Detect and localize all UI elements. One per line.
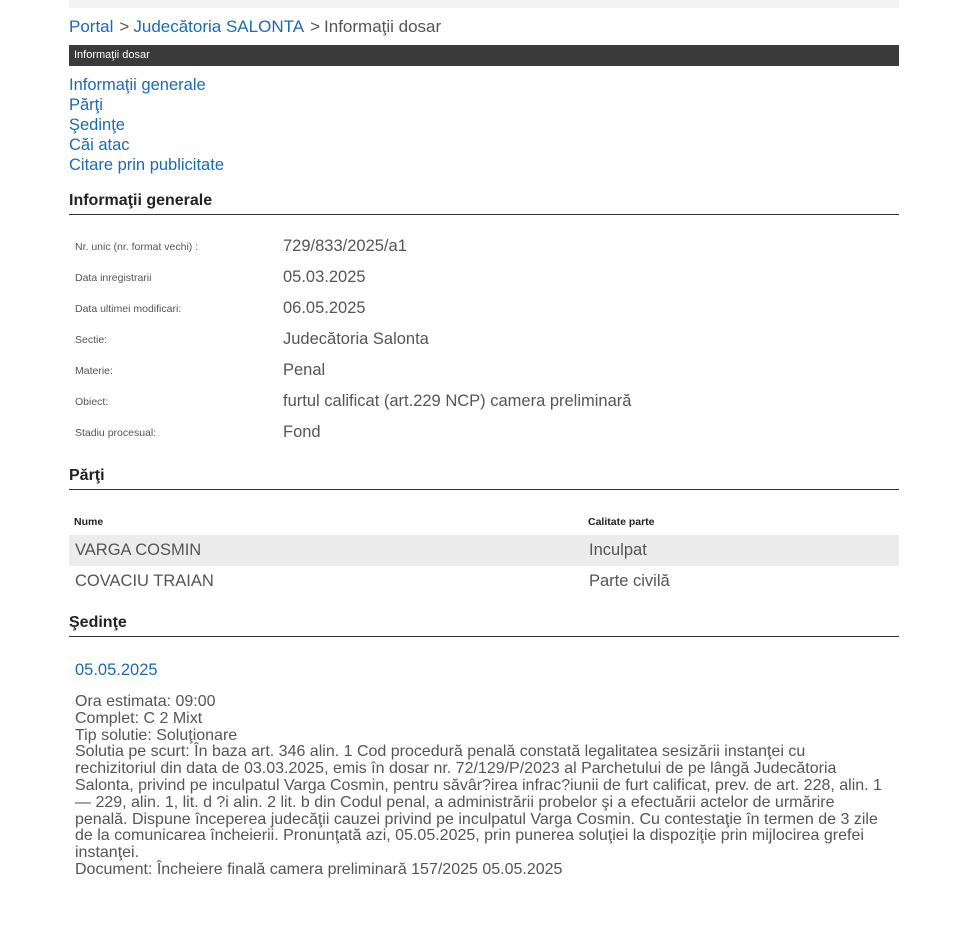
party-name: COVACIU TRAIAN — [75, 572, 214, 590]
section-nav — [69, 75, 224, 175]
info-row — [75, 299, 895, 334]
hearing-time: Ora estimata: 09:00 — [75, 693, 216, 710]
info-label: Stadiu procesual: — [75, 427, 157, 439]
nav-link-informatii-generale[interactable]: Informaţii generale — [69, 76, 206, 94]
breadcrumb-current: Informaţii dosar — [324, 17, 442, 36]
info-row — [75, 268, 895, 303]
section-heading-parti: Părţi — [69, 467, 899, 490]
info-label: Materie: — [75, 365, 113, 377]
hearing-solution-summary: Solutia pe scurt: În baza art. 346 alin. 1 Cod procedură penală constată legalitatea sesizării instanţei cu rechizitoriul din data de 03.03.2025, emis în dosar nr. 72/129/P/2023 al Parchetului de pe lângă Judecătoria Salonta, privind pe inculpatul Varga Cosmin, pentru săvâr?irea infrac?iunii de furt calificat, prev. de art. 228, alin. 1— 229, alin. 1, lit. d ?i alin. 2 lit. b din Codul penal, a administrării probelor şi a efectuării actelor de urmărire penală. Dispune începerea judecăţii cauzei privind pe inculpatul Varga Cosmin. Cu contestaţie în termen de 3 zile de la comunicarea încheierii. Pronunţată azi, 05.05.2025, prin punerea soluţiei la dispoziţie prin mijlocirea grefei instanţei. — [75, 743, 882, 862]
hearing-solution-type: Tip solutie: Soluţionare — [75, 726, 238, 744]
info-value: Judecătoria Salonta — [283, 330, 429, 348]
info-value: 06.05.2025 — [283, 299, 366, 317]
info-row — [75, 330, 895, 365]
info-value: 05.03.2025 — [283, 268, 366, 286]
info-label: Nr. unic (nr. format vechi) : — [75, 241, 199, 253]
info-value: 729/833/2025/a1 — [283, 237, 407, 255]
section-heading-sedinte: Şedinţe — [69, 614, 899, 637]
info-label: Data ultimei modificari: — [75, 303, 182, 315]
breadcrumb-portal-link[interactable]: Portal — [69, 17, 114, 36]
info-value: furtul calificat (art.229 NCP) camera preliminară — [283, 392, 632, 410]
column-header-role: Calitate parte — [588, 516, 655, 528]
info-row — [75, 392, 895, 427]
info-label: Obiect: — [75, 396, 109, 408]
info-label: Sectie: — [75, 334, 108, 346]
top-strip — [69, 0, 899, 8]
breadcrumb-separator: > — [119, 17, 130, 36]
party-role: Inculpat — [589, 541, 647, 559]
info-label: Data inregistrarii — [75, 272, 152, 284]
hearing-document: Document: Încheiere finală camera preliminară 157/2025 05.05.2025 — [75, 860, 563, 878]
page-title-bar: Informaţii dosar — [69, 45, 899, 66]
parti-table-header — [69, 513, 899, 533]
nav-link-parti[interactable]: Părţi — [69, 96, 103, 114]
section-heading-general: Informaţii generale — [69, 192, 899, 215]
table-row — [69, 566, 899, 597]
nav-link-citare[interactable]: Citare prin publicitate — [69, 156, 224, 174]
info-row — [75, 237, 895, 272]
info-row — [75, 423, 895, 458]
column-header-name: Nume — [74, 516, 104, 528]
hearing-panel: Complet: C 2 Mixt — [75, 709, 203, 727]
nav-link-sedinte[interactable]: Şedinţe — [69, 116, 125, 134]
party-name: VARGA COSMIN — [75, 541, 202, 559]
table-row — [69, 535, 899, 566]
breadcrumb — [69, 17, 441, 37]
info-value: Fond — [283, 423, 321, 441]
breadcrumb-separator: > — [310, 17, 321, 36]
nav-link-cai-atac[interactable]: Căi atac — [69, 136, 130, 154]
breadcrumb-court-link[interactable]: Judecătoria SALONTA — [133, 17, 305, 36]
hearing-date-link[interactable]: 05.05.2025 — [75, 661, 158, 679]
party-role: Parte civilă — [589, 572, 670, 590]
info-value: Penal — [283, 361, 326, 379]
hearing-details — [75, 694, 885, 879]
